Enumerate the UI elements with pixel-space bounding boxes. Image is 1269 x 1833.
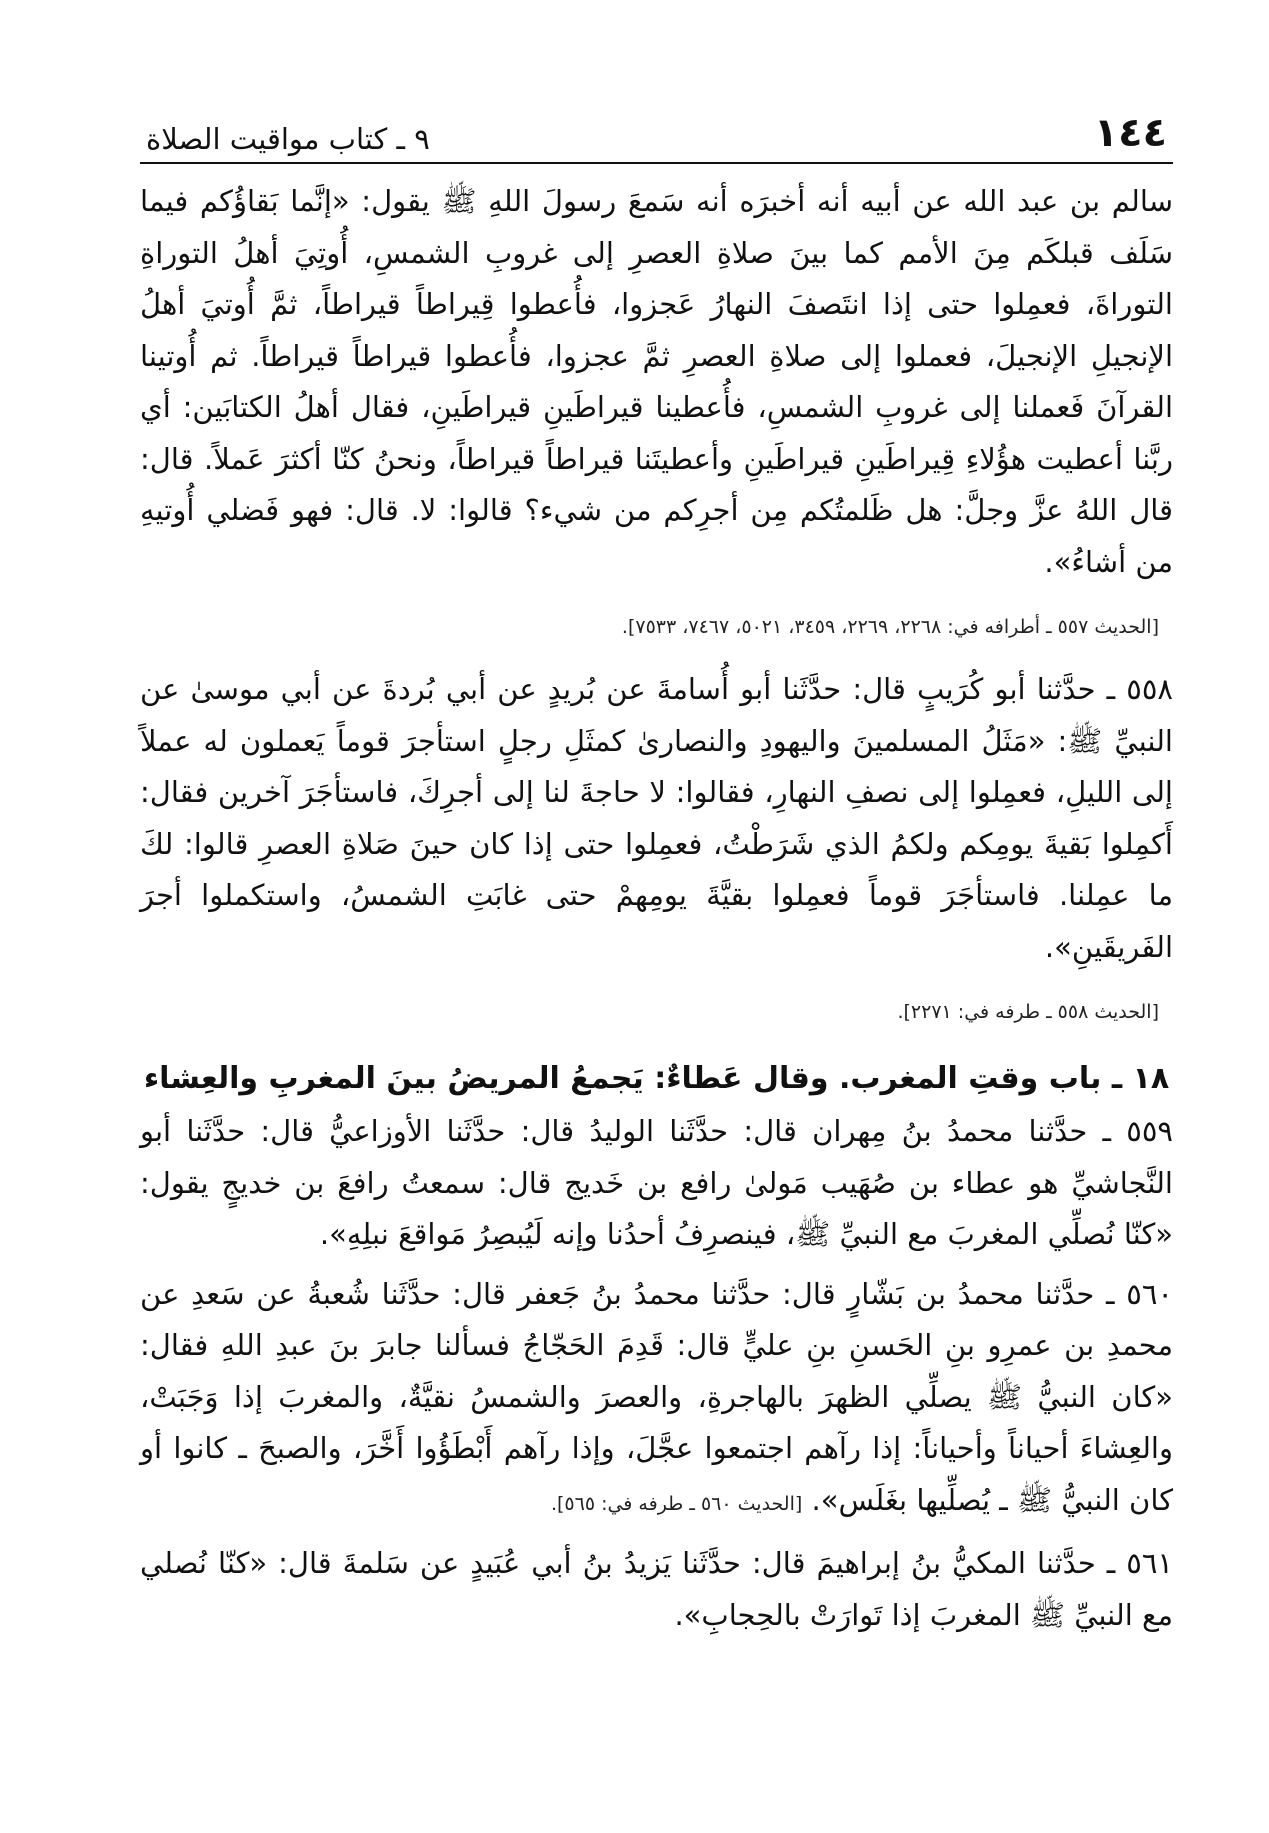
page-content xyxy=(140,164,1173,1641)
hadith-561-text: ٥٦١ ـ حدَّثنا المكيُّ بنُ إبراهيمَ قال: حدَّثَنا يَزيدُ بنُ أبي عُبَيدٍ عن سَلمةَ قال: «كنّا نُصلي مع النبيِّ ﷺ المغربَ إذا تَوارَتْ بالحِجابِ». xyxy=(140,1546,1173,1632)
hadith-559-text: ٥٥٩ ـ حدَّثنا محمدُ بنُ مِهران قال: حدَّثَنا الوليدُ قال: حدَّثَنا الأوزاعيُّ قال: حدَّثَنا أبو النَّجاشيِّ هو عطاء بن صُهَيب مَولىٰ رافع بن خَديج قال: سمعتُ رافعَ بن خديجٍ يقول: «كنّا نُصلِّي المغربَ مع النبيِّ ﷺ، فينصرِفُ أحدُنا وإنه لَيُبصِرُ مَواقعَ نبلِهِ». xyxy=(140,1114,1173,1251)
hadith-557-reference: [الحديث ٥٥٧ ـ أطرافه في: ٢٢٦٨، ٢٢٦٩، ٣٤٥٩، ٥٠٢١، ٧٤٦٧، ٧٥٣٣]. xyxy=(621,616,1159,638)
chapter-heading: ١٨ ـ باب وقتِ المغرب. وقال عَطاءٌ: يَجمعُ المريضُ بينَ المغربِ والعِشاء xyxy=(143,1061,1170,1096)
hadith-557-text: سالم بن عبد الله عن أبيه أنه أخبرَه أنه سَمعَ رسولَ اللهِ ﷺ يقول: «إنَّما بَقاؤُكم فيما سَلَف قبلكَم مِنَ الأمم كما بينَ صلاةِ العصرِ إلى غروبِ الشمسِ، أُوتِيَ أهلُ التوراةِ التوراةَ، فعمِلوا حتى إذا انتَصفَ النهارُ عَجزوا، فأُعطوا قِيراطاً قيراطاً، ثمَّ أُوتيَ أهلُ الإنجيلِ الإنجيلَ، فعملوا إلى صلاةِ العصرِ ثمَّ عجزوا، فأُعطوا قيراطاً قيراطاً. ثم أُوتينا القرآنَ فَعملنا إلى غروبِ الشمسِ، فأُعطينا قيراطَينِ قيراطَينِ، فقال أهلُ الكتابَين: أي ربَّنا أعطيت هؤُلاءِ قِيراطَينِ قيراطَينِ وأعطيتَنا قيراطاً قيراطاً، ونحنُ كنّا أكثرَ عَملاً. قال: قال اللهُ عزَّ وجلَّ: هل ظَلمتُكم مِن أجرِكم من شيء؟ قالوا: لا. قال: فهو فَضلي أُوتيهِ من أشاءُ». xyxy=(140,184,1173,579)
page-number: ١٤٤ xyxy=(1093,110,1167,156)
hadith-560-body: ٥٦٠ ـ حدَّثنا محمدُ بن بَشّارٍ قال: حدَّثنا محمدُ بنُ جَعفر قال: حدَّثَنا شُعبةُ عن سَعدِ عن محمدِ بن عمرِو بنِ الحَسنِ بنِ عليٍّ قال: قَدِمَ الحَجّاجُ فسألنا جابرَ بنَ عبدِ اللهِ فقال: «كان النبيُّ ﷺ يصلِّي الظهرَ بالهاجرةِ، والعصرَ والشمسُ نقيَّةٌ، والمغربَ إذا وَجَبَتْ، والعِشاءَ أحياناً وأحياناً: إذا رآهم اجتمعوا عجَّلَ، وإذا رآهم أَبْطَؤُوا أَخَّرَ، والصبحَ ـ كانوا أو كان النبيُّ ﷺ ـ يُصلِّيها بغَلَس». xyxy=(140,1276,1173,1517)
chapter-title: ٩ ـ كتاب مواقيت الصلاة xyxy=(146,122,430,156)
page-header xyxy=(140,106,1173,164)
hadith-560-text xyxy=(140,1269,1173,1531)
hadith-558-reference: [الحديث ٥٥٨ ـ طرفه في: ٢٢٧١]. xyxy=(897,1001,1159,1023)
hadith-560-reference: [الحديث ٥٦٠ ـ طرفه في: ٥٦٥]. xyxy=(550,1492,803,1515)
hadith-558-text: ٥٥٨ ـ حدَّثنا أبو كُرَيبٍ قال: حدَّثَنا أبو أُسامةَ عن بُريدٍ عن أبي بُردةَ عن أبي موسىٰ عن النبيِّ ﷺ: «مَثَلُ المسلمينَ واليهودِ والنصارىٰ كمثَلِ رجلٍ استأجرَ قوماً يَعملون له عملاً إلى الليلِ، فعمِلوا إلى نصفِ النهارِ، فقالوا: لا حاجةَ لنا إلى أجرِكَ، فاستأجَرَ آخرين فقال: أَكمِلوا بَقيةَ يومِكم ولكمُ الذي شَرَطْتُ، فعمِلوا حتى إذا كان حينَ صَلاةِ العصرِ قالوا: لكَ ما عمِلنا. فاستأجَرَ قوماً فعمِلوا بقيَّةَ يومِهمْ حتى غابَتِ الشمسُ، واستكملوا أجرَ الفَريقَينِ». xyxy=(140,672,1173,964)
